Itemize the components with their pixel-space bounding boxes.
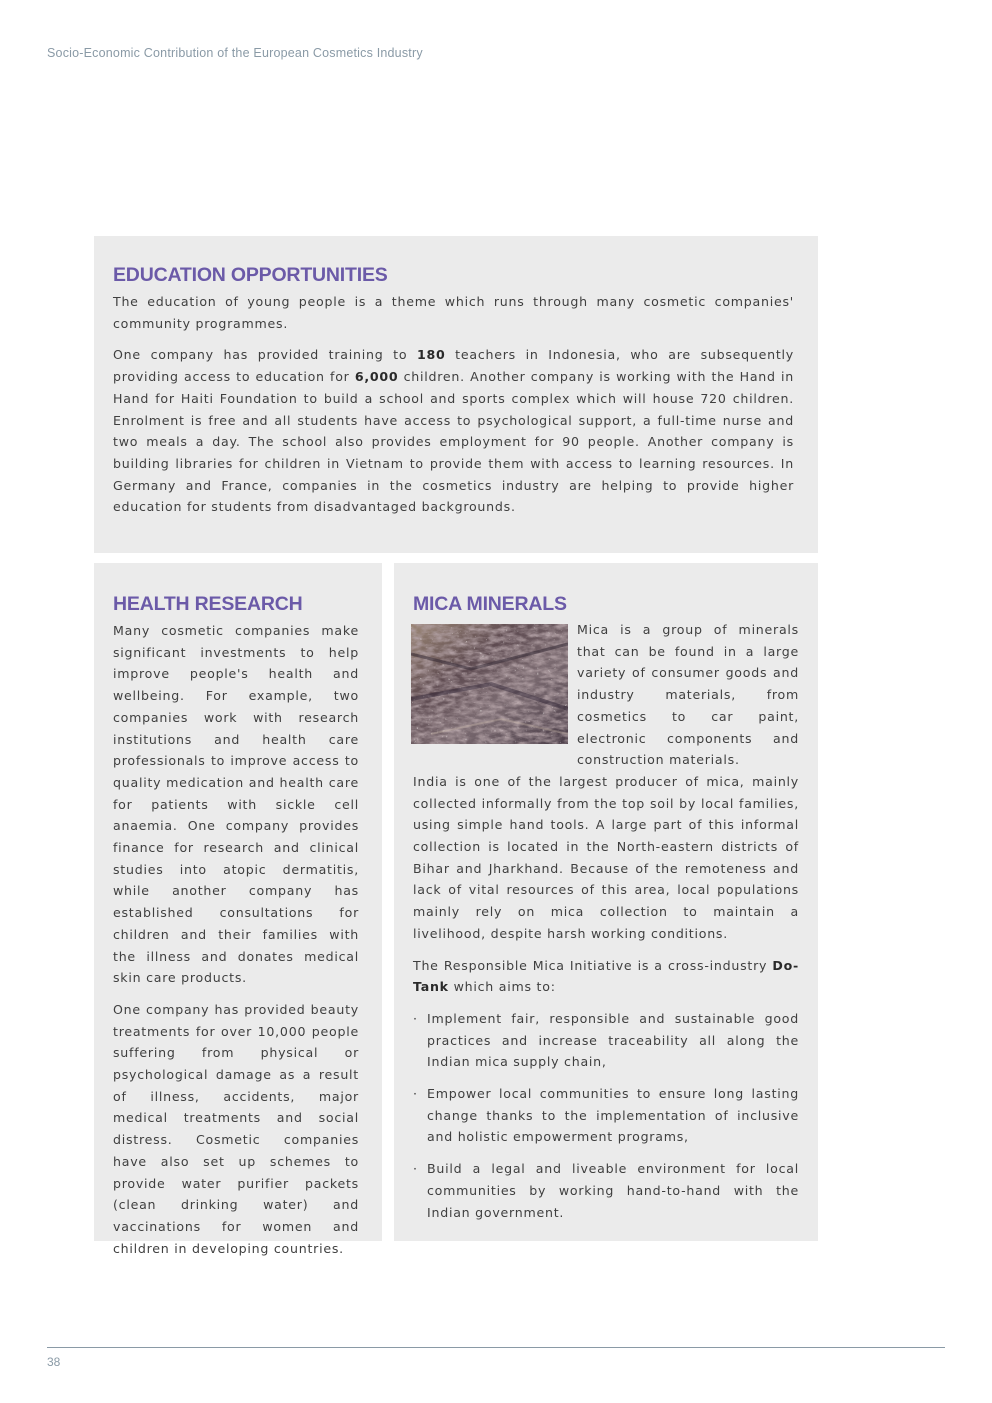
mica-paragraph-2: India is one of the largest producer of mica, mainly collected informally from the top soil by local families, using simple hand tools. A large part of this informal collection is located in the North-eastern districts of Bihar and Jharkhand. Because of the remoteness and lack of vital resources of this area, local populations mainly rely on mica collection to maintain a livelihood, despite harsh working conditions.: [413, 773, 799, 941]
mica-text: The Responsible Mica Initiative is a cross-industry: [413, 957, 773, 973]
health-heading: HEALTH RESEARCH: [113, 593, 303, 615]
education-text: teachers in Indonesia, who are subsequently providing access to education for: [113, 347, 795, 385]
list-item: [413, 1008, 799, 1073]
mica-text: which aims to:: [448, 979, 556, 995]
bullet-icon: ·: [413, 1086, 418, 1102]
education-heading: EDUCATION OPPORTUNITIES: [113, 264, 388, 286]
education-text: One company has provided training to: [113, 347, 417, 363]
mica-minerals-box: [394, 563, 818, 1241]
running-header: Socio-Economic Contribution of the European Cosmetics Industry: [47, 46, 423, 60]
health-research-box: [94, 563, 382, 1256]
mica-intro: Mica is a group of minerals that can be found in a large variety of consumer goods and industry materials, from cosmetics to car paint, electronic components and construction materials.: [577, 622, 799, 768]
mica-paragraph-3: [413, 955, 799, 998]
list-item: [413, 1158, 799, 1223]
bullet-icon: ·: [413, 1161, 418, 1177]
education-paragraph-2: [113, 344, 794, 518]
mica-heading: MICA MINERALS: [413, 593, 567, 615]
education-paragraph-1: The education of young people is a theme which runs through many cosmetic companies' community programmes.: [113, 294, 794, 331]
education-text: children. Another company is working with the Hand in Hand for Haiti Foundation to build a school and sports complex which will house 720 children. Enrolment is free and all students have access to psychological support, a full-time nurse and two meals a day. The school also provides employment for 90 people. Another company is building libraries for children in Vietnam to provide them with access to learning resources. In Germany and France, companies in the cosmetics industry are helping to provide higher education for students from disadvantaged backgrounds.: [113, 369, 794, 515]
footer-divider: [47, 1347, 945, 1348]
page-number: 38: [47, 1355, 61, 1369]
mica-rock-photo: [411, 624, 568, 744]
aim-text: Implement fair, responsible and sustainable good practices and increase traceability all along the Indian mica supply chain,: [427, 1010, 799, 1070]
health-paragraph-2: One company has provided beauty treatments for over 10,000 people suffering from physical or psychological damage as a result of illness, accidents, major medical treatments and social distress. Cosmetic companies have also set up schemes to provide water purifier packets (clean drinking water) and vaccinations for women and children in developing countries.: [113, 1001, 359, 1256]
list-item: [413, 1083, 799, 1148]
do-tank-term: Do-Tank: [413, 957, 799, 995]
mica-aims-list: [413, 1008, 799, 1223]
children-count: 6,000: [354, 369, 399, 385]
bullet-icon: ·: [413, 1010, 418, 1026]
aim-text: Build a legal and liveable environment for local communities by working hand-to-hand with the Indian government.: [427, 1161, 799, 1220]
education-box: [94, 236, 818, 553]
health-paragraph-1: Many cosmetic companies make significant investments to help improve people's health and wellbeing. For example, two companies work with research institutions and health care professionals to improve access to quality medication and health care for patients with sickle cell anaemia. One company provides finance for research and clinical studies into atopic dermatitis, while another company has established consultations for children and their families with the illness and donates medical skin care products.: [113, 623, 359, 986]
teachers-count: 180: [416, 347, 446, 363]
aim-text: Empower local communities to ensure long lasting change thanks to the implementation of inclusive and holistic empowerment programs,: [427, 1086, 799, 1145]
